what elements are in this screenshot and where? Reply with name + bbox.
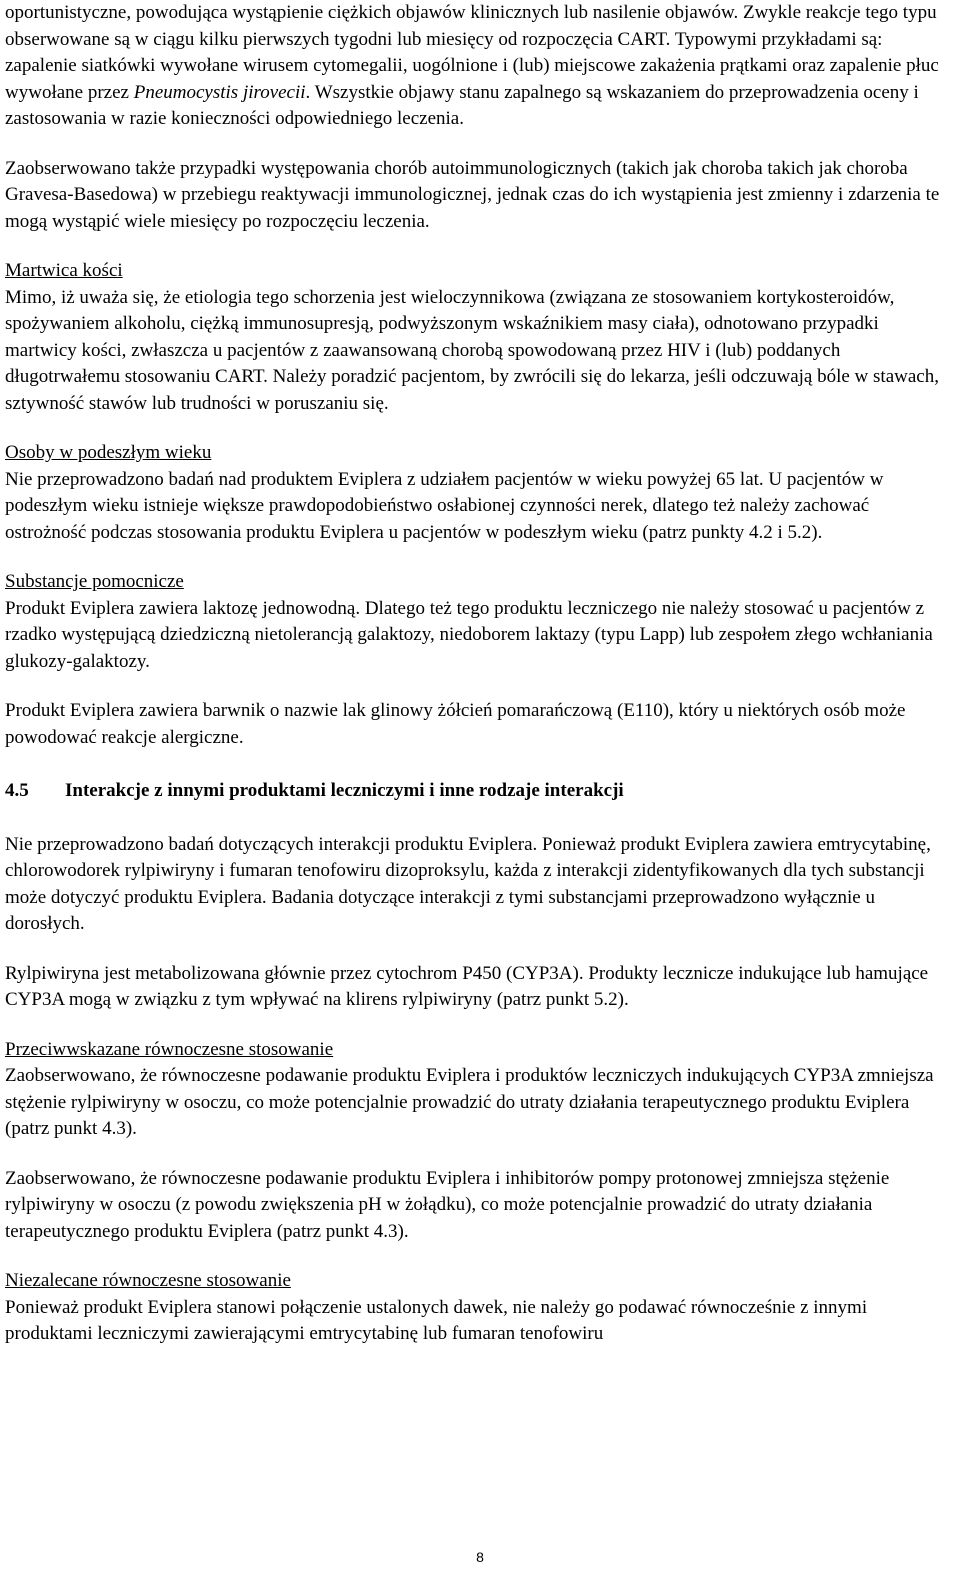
section-title-interactions (5, 778, 955, 805)
page-number: 8 (476, 1549, 484, 1565)
paragraph-fixed-dose: Ponieważ produkt Eviplera stanowi połączenie ustalonych dawek, nie należy go podawać równocześnie z innymi produktami leczniczymi zawierającymi emtrycytabinę lub fumaran tenofowiru (5, 1296, 868, 1344)
section-number: 4.5 (5, 780, 29, 801)
heading-not-recommended: Niezalecane równoczesne stosowanie (5, 1270, 291, 1291)
paragraph-cyp3a-inducers: Zaobserwowano, że równoczesne podawanie produktu Eviplera i produktów leczniczych indukujących CYP3A zmniejsza stężenie rylpiwiryny w osoczu, co może potencjalnie prowadzić do utraty działania terapeutycznego produktu Eviplera (patrz punkt 4.3). (5, 1065, 934, 1139)
heading-contraindicated: Przeciwwskazane równoczesne stosowanie (5, 1038, 334, 1060)
heading-elderly: Osoby w podeszłym wieku (5, 442, 212, 463)
section-title-text: Interakcje z innymi produktami leczniczymi i inne rodzaje interakcji (65, 780, 624, 801)
paragraph-cyp3a: Rylpiwiryna jest metabolizowana głównie przez cytochrom P450 (CYP3A). Produkty lecznicze indukujące lub hamujące CYP3A mogą w związku z tym wpływać na klirens rylpiwiryny (patrz punkt 5.2). (5, 962, 929, 1010)
paragraph-text: . Wszystkie objawy stanu zapalnego są wskazaniem do przeprowadzenia oceny i zastosowania w razie konieczności odpowiedniego leczenia. (5, 81, 919, 129)
paragraph-text: oportunistyczne, powodująca wystąpienie ciężkich objawów klinicznych lub nasilenie objawów. Zwykle reakcje tego typu obserwowane są w ciągu kilku pierwszych tygodni lub miesięcy od rozpoczęcia CART. Typowymi przykładami są: zapalenie siatkówki wywołane wirusem cytomegalii, uogólnione i (lub) miejscowe zakażenia prątkami oraz zapalenie płuc wywołane przez (5, 2, 939, 103)
paragraph-autoimmune: Zaobserwowano także przypadki występowania chorób autoimmunologicznych (takich jak choroba takich jak choroba Gravesa-Basedowa) w przebiegu reaktywacji immunologicznej, jednak czas do ich wystąpienia jest zmienny i zdarzenia te mogą wystąpić wiele miesięcy po rozpoczęciu leczenia. (5, 157, 940, 232)
paragraph-osteonecrosis: Mimo, iż uważa się, że etiologia tego schorzenia jest wieloczynnikowa (związana ze stosowaniem kortykosteroidów, spożywaniem alkoholu, ciężką immunosupresją, podwyższonym wskaźnikiem masy ciała), odnotowano przypadki martwicy kości, zwłaszcza u pacjentów z zaawansowaną chorobą spowodowaną przez HIV i (lub) poddanych długotrwałemu stosowaniu CART. Należy poradzić pacjentom, by zwrócili się do lekarza, jeśli odczuwają bóle w stawach, sztywność stawów lub trudności w poruszaniu się. (5, 286, 939, 414)
paragraph-dye: Produkt Eviplera zawiera barwnik o nazwie lak glinowy żółcień pomarańczową (E110), który u niektórych osób może powodować reakcje alergiczne. (5, 700, 906, 748)
heading-osteonecrosis: Martwica kości (5, 260, 123, 281)
heading-excipients: Substancje pomocnicze (5, 571, 184, 592)
paragraph-elderly: Nie przeprowadzono badań nad produktem Eviplera z udziałem pacjentów w wieku powyżej 65 lat. U pacjentów w podeszłym wieku istnieje większe prawdopodobieństwo osłabionej czynności nerek, dlatego też należy zachować ostrożność podczas stosowania produktu Eviplera u pacjentów w podeszłym wieku (patrz punkty 4.2 i 5.2). (5, 468, 884, 543)
paragraph-immune-reactivation (5, 0, 955, 133)
paragraph-ppi: Zaobserwowano, że równoczesne podawanie produktu Eviplera i inhibitorów pompy protonowej zmniejsza stężenie rylpiwiryny w osoczu (z powodu zwiększenia pH w żołądku), co może potencjalnie prowadzić do utraty działania terapeutycznego produktu Eviplera (patrz punkt 4.3). (5, 1167, 890, 1242)
document-page (5, 0, 955, 1348)
italic-species-name: Pneumocystis jirovecii (133, 81, 306, 103)
paragraph-no-studies: Nie przeprowadzono badań dotyczących interakcji produktu Eviplera. Ponieważ produkt Eviplera zawiera emtrycytabinę, chlorowodorek rylpiwiryny i fumaran tenofowiru dizoproksylu, każda z interakcji zidentyfikowanych dla tych substancji może dotyczyć produktu Eviplera. Badania dotyczące interakcji z tymi substancjami przeprowadzono wyłącznie u dorosłych. (5, 833, 931, 934)
paragraph-lactose: Produkt Eviplera zawiera laktozę jednowodną. Dlatego też tego produktu leczniczego nie należy stosować u pacjentów z rzadko występującą dziedziczną nietolerancją galaktozy, niedoborem laktazy (typu Lapp) lub zespołem złego wchłaniania glukozy-galaktozy. (5, 597, 933, 672)
